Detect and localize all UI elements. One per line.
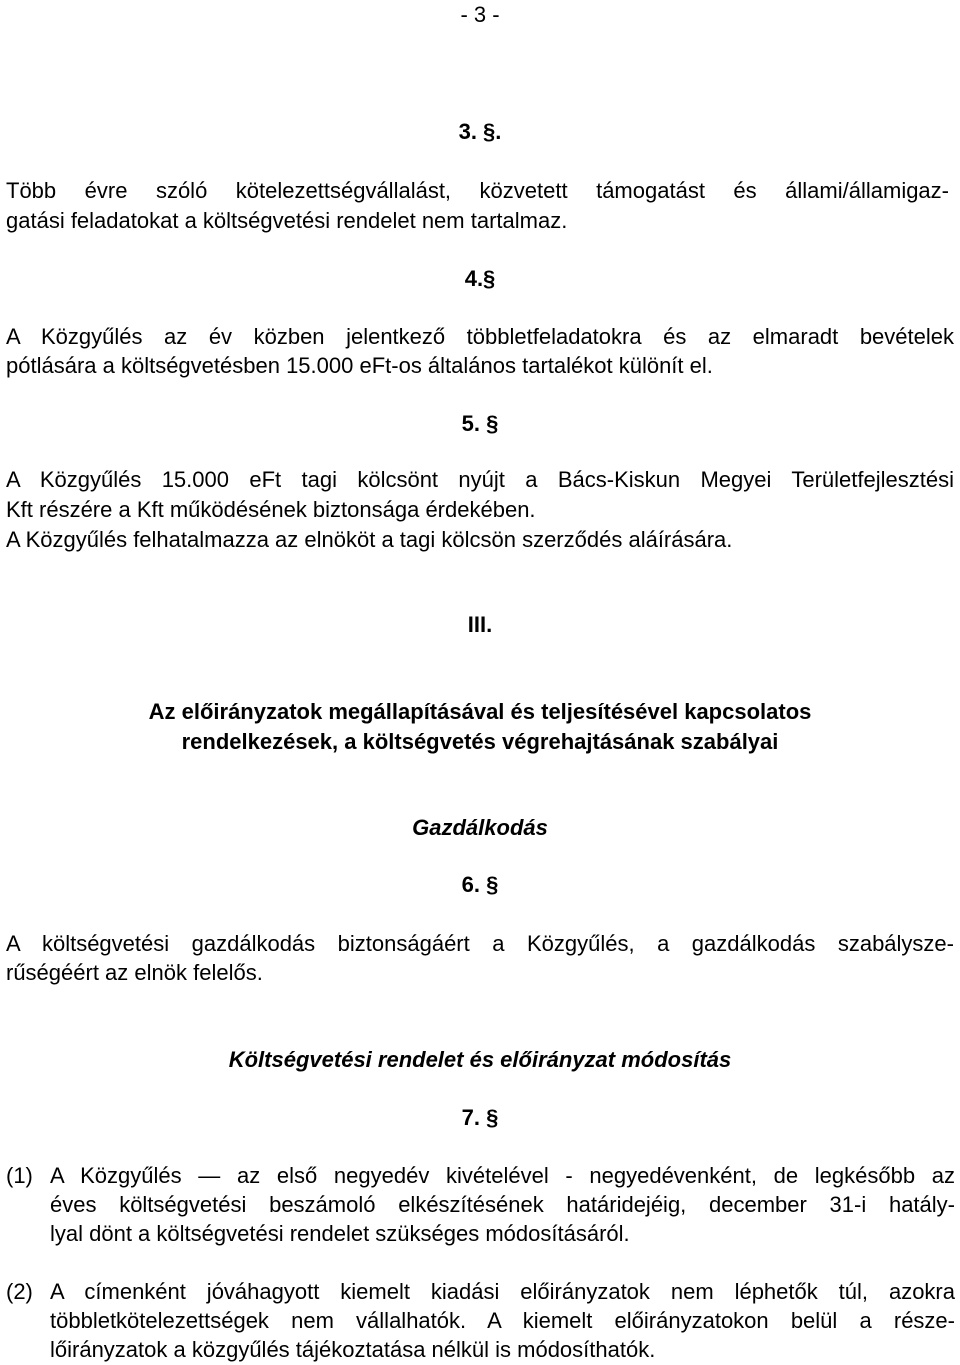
section-5-line-2: Kft részére a Kft működésének biztonsága érdekében. <box>6 497 536 522</box>
section-6-line-1: A költségvetési gazdálkodás biztonságáért a Közgyűlés, a gazdálkodás szabálysze- <box>6 931 954 956</box>
paragraph-1-line-3: lyal dönt a költségvetési rendelet szükséges módosításáról. <box>50 1221 630 1246</box>
part-3-title-line-2: rendelkezések, a költségvetés végrehajtásának szabályai <box>181 729 779 754</box>
section-5-heading: 5. § <box>461 411 499 436</box>
section-5-line-1: A Közgyűlés 15.000 eFt tagi kölcsönt nyújt a Bács-Kiskun Megyei Területfejlesztési <box>6 467 954 492</box>
section-6-line-2: rűségéért az elnök felelős. <box>6 960 263 985</box>
section-5-line-3: A Közgyűlés felhatalmazza az elnököt a tagi kölcsön szerződés aláírására. <box>6 527 733 552</box>
section-3-line-2: gatási feladatokat a költségvetési rendelet nem tartalmaz. <box>6 208 568 233</box>
page-number: - 3 - <box>460 2 500 27</box>
paragraph-2-marker: (2) <box>6 1279 33 1304</box>
section-4-line-1: A Közgyűlés az év közben jelentkező többletfeladatokra és az elmaradt bevételek <box>6 324 954 349</box>
section-3-line-1: Több évre szóló kötelezettségvállalást, közvetett támogatást és állami/államigaz- <box>6 178 949 203</box>
paragraph-1-line-2: éves költségvetési beszámoló elkészítésének határidejéig, december 31-i hatály- <box>50 1192 955 1217</box>
section-4-heading: 4.§ <box>464 266 496 291</box>
paragraph-2-line-2: többletkötelezettségek nem vállalhatók. A kiemelt előirányzatokon belül a része- <box>50 1308 955 1333</box>
paragraph-1-line-1: A Közgyűlés — az első negyedév kivételével - negyedévenként, de legkésőbb az <box>50 1163 955 1188</box>
section-6-heading: 6. § <box>461 872 499 897</box>
paragraph-2-line-3: lőirányzatok a közgyűlés tájékoztatása nélkül is módosíthatók. <box>50 1337 656 1362</box>
part-3-title-line-1: Az előirányzatok megállapításával és teljesítésével kapcsolatos <box>148 699 812 724</box>
modositas-subtitle: Költségvetési rendelet és előirányzat módosítás <box>228 1047 732 1072</box>
section-4-line-2: pótlására a költségvetésben 15.000 eFt-os általános tartalékot különít el. <box>6 353 713 378</box>
section-7-heading: 7. § <box>461 1105 499 1130</box>
section-3-heading: 3. §. <box>458 119 502 144</box>
part-3-roman: III. <box>467 612 493 637</box>
paragraph-1-marker: (1) <box>6 1163 33 1188</box>
gazdalkodas-subtitle: Gazdálkodás <box>412 815 548 840</box>
paragraph-2-line-1: A címenként jóváhagyott kiemelt kiadási előirányzatok nem léphetők túl, azokra <box>50 1279 955 1304</box>
